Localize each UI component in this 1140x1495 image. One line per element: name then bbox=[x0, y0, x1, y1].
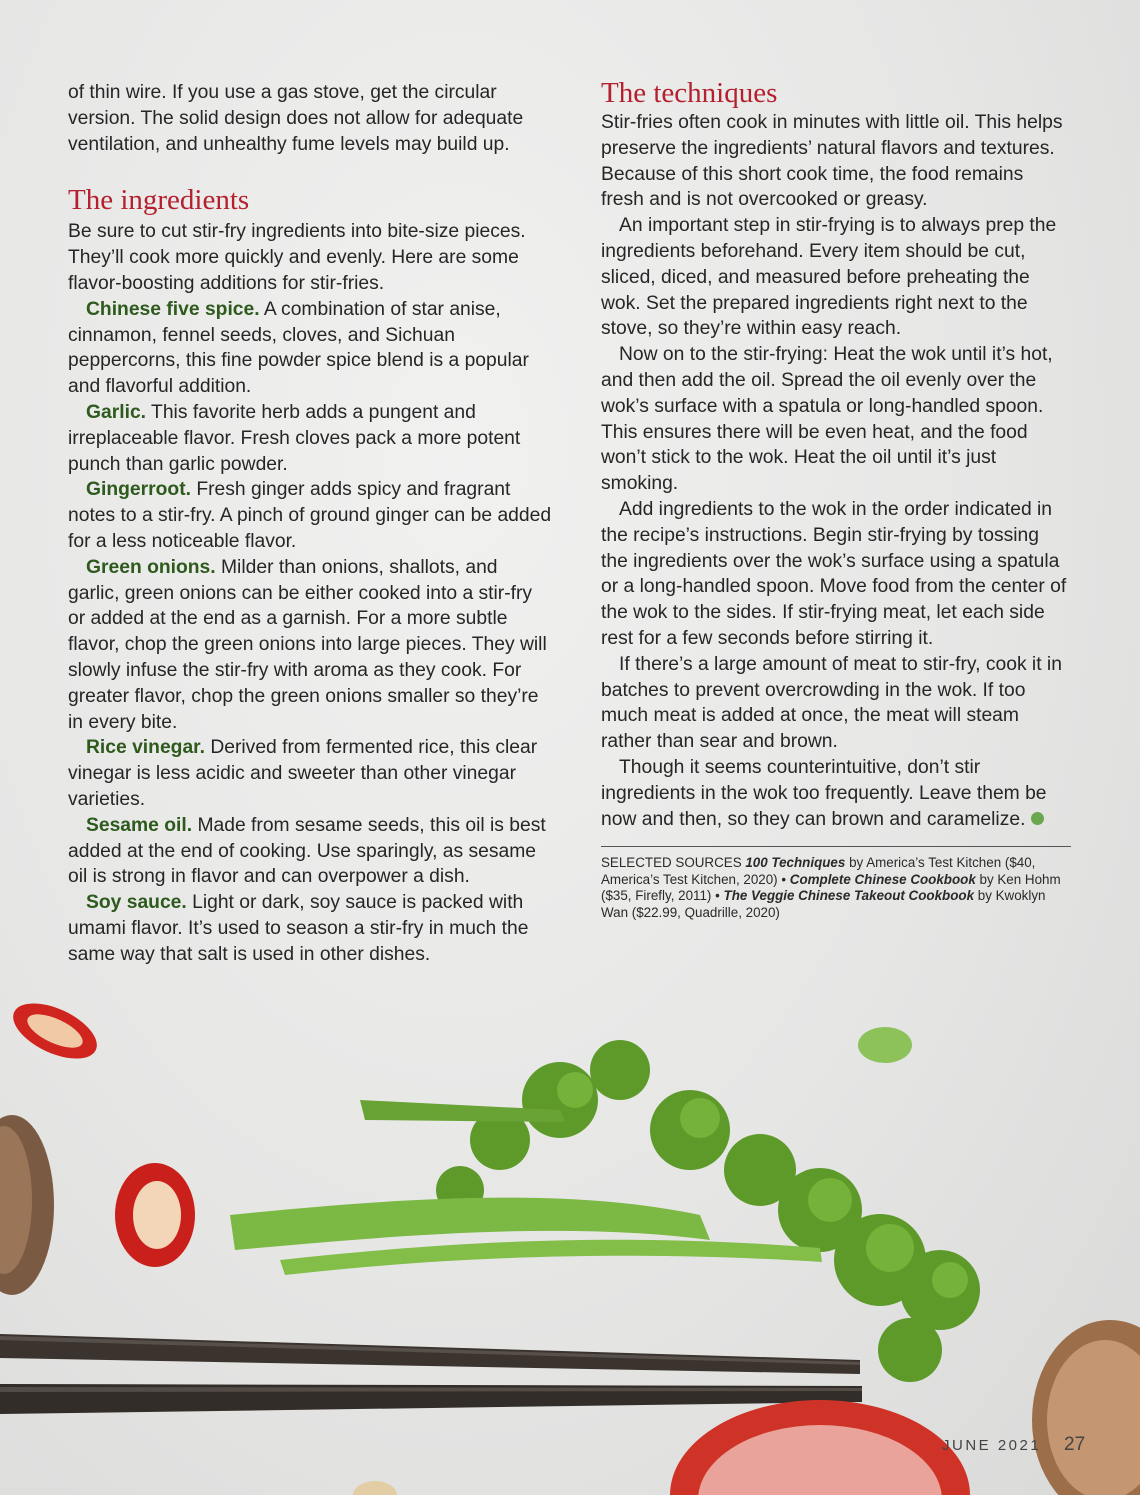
techniques-paragraph: Stir-fries often cook in minutes with little oil. This helps preserve the ingredients’ natural flavors and textures. Because of this short cook time, the food remains fresh and is not overcooked or greasy. bbox=[601, 112, 1063, 211]
ingredient-item bbox=[68, 297, 554, 400]
ingredient-text: Milder than onions, shallots, and garlic, green onions can be either cooked into a stir-fry or added at the end as a garnish. For a more subtle flavor, chop the green onions into large pieces. They will slowly infuse the stir-fry with aroma as they cook. For greater flavor, chop the green onions smaller so they’re in every bite. bbox=[68, 556, 547, 733]
techniques-paragraph: If there’s a large amount of meat to stir-fry, cook it in batches to prevent overcrowding in the wok. If too much meat is added at once, the meat will steam rather than sear and brown. bbox=[601, 653, 1062, 753]
end-mark-dot-icon bbox=[1031, 812, 1044, 825]
techniques-paragraph: Now on to the stir-frying: Heat the wok until it’s hot, and then add the oil. Spread the oil evenly over the wok’s surface with a spatula or long-handled spoon. This ensures there will be even heat, and the food won’t stick to the wok. Heat the oil until it’s just smoking. bbox=[601, 344, 1053, 495]
chopsticks-image bbox=[0, 1334, 862, 1414]
final-paragraph-text: Though it seems counterintuitive, don’t stir ingredients in the wok too frequently. Leave them be now and then, so they can brown and caramelize. bbox=[601, 756, 1047, 830]
ingredient-term: Soy sauce. bbox=[86, 892, 187, 914]
ingredient-item bbox=[68, 477, 554, 554]
ingredient-term: Gingerroot. bbox=[86, 479, 191, 501]
intro-paragraph: of thin wire. If you use a gas stove, get the circular version. The solid design does not allow for adequate ventilation, and unhealthy fume levels may build up. bbox=[68, 82, 524, 155]
ingredient-text: Derived from fermented rice, this clear vinegar is less acidic and sweeter than other vinegar varieties. bbox=[68, 737, 538, 810]
source-book-title: 100 Techniques bbox=[745, 855, 846, 871]
source-details: by Ken Hohm ($35, Firefly, 2011) • bbox=[601, 871, 1061, 904]
page-number: 27 bbox=[1064, 1434, 1086, 1455]
ingredient-text: Fresh ginger adds spicy and fragrant notes to a stir-fry. A pinch of ground ginger can be added for a less noticeable flavor. bbox=[68, 479, 552, 552]
ingredient-item bbox=[68, 735, 554, 812]
mushroom-left-image bbox=[0, 1115, 54, 1295]
issue-date: JUNE 2021 bbox=[942, 1437, 1042, 1454]
ingredient-item bbox=[68, 813, 554, 890]
ingredient-term: Green onions. bbox=[86, 556, 216, 578]
techniques-final-paragraph bbox=[601, 755, 1071, 832]
ingredient-item bbox=[68, 555, 554, 736]
ingredients-heading: The ingredients bbox=[68, 184, 250, 217]
sauce-bowl-image bbox=[670, 1400, 970, 1495]
ingredient-term: Chinese five spice. bbox=[86, 298, 260, 320]
right-column bbox=[601, 77, 1071, 921]
ingredient-text: Made from sesame seeds, this oil is best added at the end of cooking. Use sparingly, as sesame oil is strong in flavor and can overpower a dish. bbox=[68, 814, 546, 888]
source-book-title: Complete Chinese Cookbook bbox=[789, 871, 976, 887]
techniques-paragraph: An important step in stir-frying is to always prep the ingredients beforehand. Every item should be cut, sliced, diced, and measured before preheating the wok. Set the prepared ingredients right next to the stove, so they’re within easy reach. bbox=[601, 215, 1057, 340]
ingredient-text: Light or dark, soy sauce is packed with umami flavor. It’s used to season a stir-fry in much the same way that salt is used in other dishes. bbox=[68, 892, 529, 965]
sources-divider bbox=[601, 846, 1071, 847]
source-details: by America’s Test Kitchen ($40, America’s Test Kitchen, 2020) • bbox=[601, 855, 1036, 887]
ingredients-lead: Be sure to cut stir-fry ingredients into bite-size pieces. They’ll cook more quickly and evenly. Here are some flavor-boosting additions for stir-fries. bbox=[68, 221, 526, 294]
left-column bbox=[68, 80, 554, 968]
source-book-title: The Veggie Chinese Takeout Cookbook bbox=[723, 888, 975, 904]
sources-label: SELECTED SOURCES bbox=[601, 855, 746, 871]
ingredient-term: Garlic. bbox=[86, 401, 147, 423]
source-details: by Kwoklyn Wan ($22.99, Quadrille, 2020) bbox=[601, 888, 1046, 920]
ingredient-term: Rice vinegar. bbox=[86, 737, 205, 759]
ingredient-item bbox=[68, 890, 554, 967]
techniques-paragraph: Add ingredients to the wok in the order indicated in the recipe’s instructions. Begin stir-frying by tossing the ingredients over the wok’s surface using a spatula or a long-handled spoon. Move food from the center of the wok to the sides. If stir-frying meat, let each side rest for a few seconds before stirring it. bbox=[601, 498, 1067, 649]
ingredient-text: This favorite herb adds a pungent and irreplaceable flavor. Fresh cloves pack a more potent punch than garlic powder. bbox=[68, 401, 521, 475]
ginger-image bbox=[353, 1481, 397, 1495]
selected-sources bbox=[601, 855, 1071, 921]
ingredient-text: A combination of star anise, cinnamon, fennel seeds, cloves, and Sichuan peppercorns, this fine powder spice blend is a popular and flavorful addition. bbox=[68, 298, 529, 398]
edamame-image bbox=[858, 1027, 912, 1063]
ingredient-term: Sesame oil. bbox=[86, 814, 193, 836]
ingredient-item bbox=[68, 400, 554, 477]
techniques-heading: The techniques bbox=[601, 77, 778, 109]
food-photo bbox=[0, 990, 1140, 1495]
mushroom-right-image bbox=[1032, 1320, 1140, 1495]
